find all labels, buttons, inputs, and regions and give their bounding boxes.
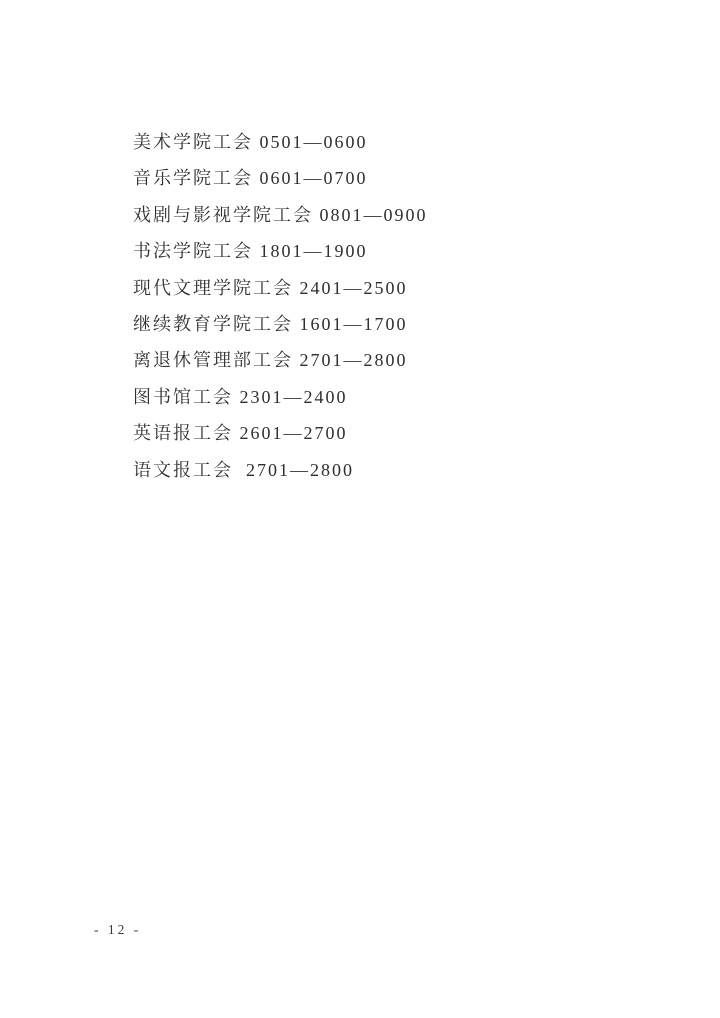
union-range-line: 现代文理学院工会 2401—2500 [133, 277, 408, 298]
union-range-line: 书法学院工会 1801—1900 [133, 241, 368, 262]
union-range-line: 戏剧与影视学院工会 0801—0900 [133, 204, 428, 225]
union-range-line: 音乐学院工会 0601—0700 [133, 168, 368, 189]
union-range-line: 语文报工会 2701—2800 [133, 459, 354, 480]
union-range-line: 美术学院工会 0501—0600 [133, 132, 368, 152]
union-range-line: 继续教育学院工会 1601—1700 [133, 314, 408, 335]
union-range-line: 英语报工会 2601—2700 [133, 423, 348, 444]
union-range-list [133, 124, 428, 488]
page-number: - 12 - [94, 922, 142, 937]
union-range-line: 图书馆工会 2301—2400 [133, 386, 348, 407]
union-range-line: 离退休管理部工会 2701—2800 [133, 350, 408, 371]
